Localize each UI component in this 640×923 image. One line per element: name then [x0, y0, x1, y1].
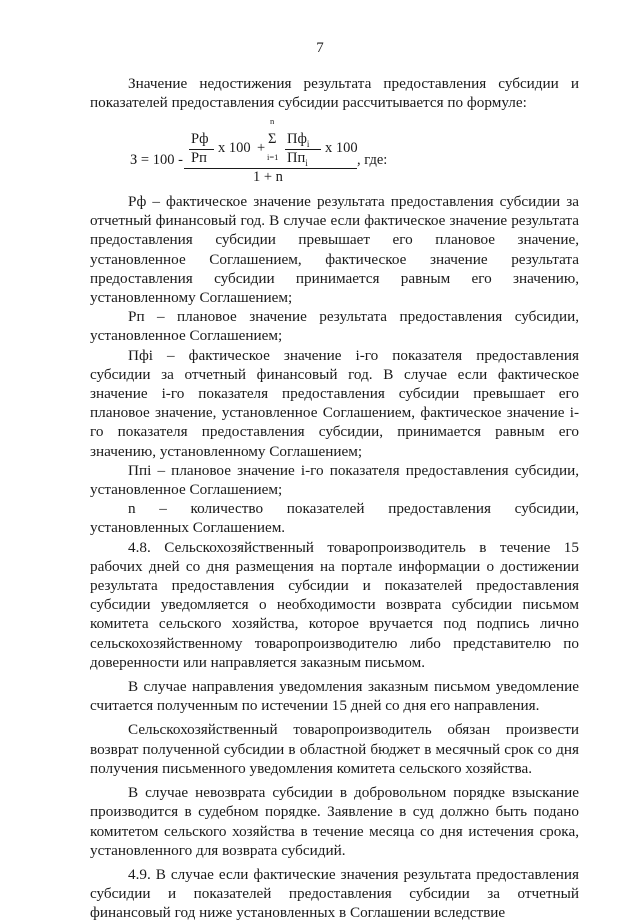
- formula-denominator: 1 + n: [253, 169, 283, 185]
- formula-lhs: З = 100 -: [130, 152, 183, 168]
- definition-ppi: Ппi – плановое значение i-го показателя предоставления субсидии, установленное Соглашением;: [90, 461, 579, 499]
- formula-num-a: Рф: [191, 131, 209, 147]
- intro-paragraph: Значение недостижения результата предоставления субсидии и показателей предоставления субсидии рассчитывается по формуле:: [90, 75, 579, 112]
- definition-pfi: Пфi – фактическое значение i-го показателя предоставления субсидии за отчетный финансовый год. В случае если фактическое значение i-го показателя предоставления субсидии превышает его плановое значение, установленное Соглашением, фактическое значение i-го показателя предоставления субсидии, принимается равным его значению, установленному Соглашением;: [90, 346, 579, 460]
- sigma-lower-limit: i=1: [267, 152, 279, 162]
- paragraph-court-recovery: В случае невозврата субсидии в добровольном порядке взыскание производится в судебном порядке. Заявление в суд должно быть подано комитетом сельского хозяйства в течение месяца со дня истечения срока, установленного для возврата субсидий.: [90, 784, 579, 859]
- sigma-upper-limit: n: [270, 116, 275, 126]
- formula-den-a: Рп: [191, 150, 207, 166]
- formula-times-a: x 100: [218, 140, 251, 156]
- definition-rp: Рп – плановое значение результата предоставления субсидии, установленное Соглашением;: [90, 308, 579, 345]
- definition-n: n – количество показателей предоставления субсидии, установленных Соглашением.: [90, 500, 579, 537]
- formula: [130, 116, 430, 186]
- clause-4-9: 4.9. В случае если фактические значения результата предоставления субсидии и показателей предоставления субсидии за отчетный финансовый год ниже установленных в Соглашении вследствие: [90, 865, 579, 922]
- intro-text: [90, 74, 579, 112]
- clause-4-8: 4.8. Сельскохозяйственный товаропроизводитель в течение 15 рабочих дней со дня размещения на портале информации о достижении результата предоставления субсидии и показателей предоставления субсидии уведомляется о необходимости возврата субсидии письмом комитета сельского хозяйства, которое вручается под подпись лично сельскохозяйственному товаропроизводителю либо представителю по доверенности или направляется заказным письмом.: [90, 538, 579, 671]
- formula-suffix: , где:: [357, 152, 388, 168]
- formula-times-b: x 100: [325, 140, 358, 156]
- formula-num-b: $Пф_i$: [287, 131, 310, 149]
- definition-rf: Рф – фактическое значение результата предоставления субсидии за отчетный финансовый год. В случае если фактическое значение результата предоставления субсидии превышает его плановое значение, установленное Соглашением, фактическое значение результата предоставления субсидии принимается равным его значению, установленному Соглашением;: [90, 193, 579, 307]
- paragraph-refund-obligation: Сельскохозяйственный товаропроизводитель обязан произвести возврат полученной субсидии в областной бюджет в месячный срок со дня получения письменного уведомления комитета сельского хозяйства.: [90, 721, 579, 777]
- paragraph-registered-letter: В случае направления уведомления заказным письмом уведомление считается полученным по истечении 15 дней со дня его направления.: [90, 678, 579, 715]
- body-text: [90, 192, 579, 923]
- page-number: 7: [316, 40, 324, 56]
- formula-den-b: $Пп_i$: [287, 150, 308, 168]
- sigma-symbol: Σ: [268, 131, 277, 147]
- formula-plus: +: [257, 140, 266, 156]
